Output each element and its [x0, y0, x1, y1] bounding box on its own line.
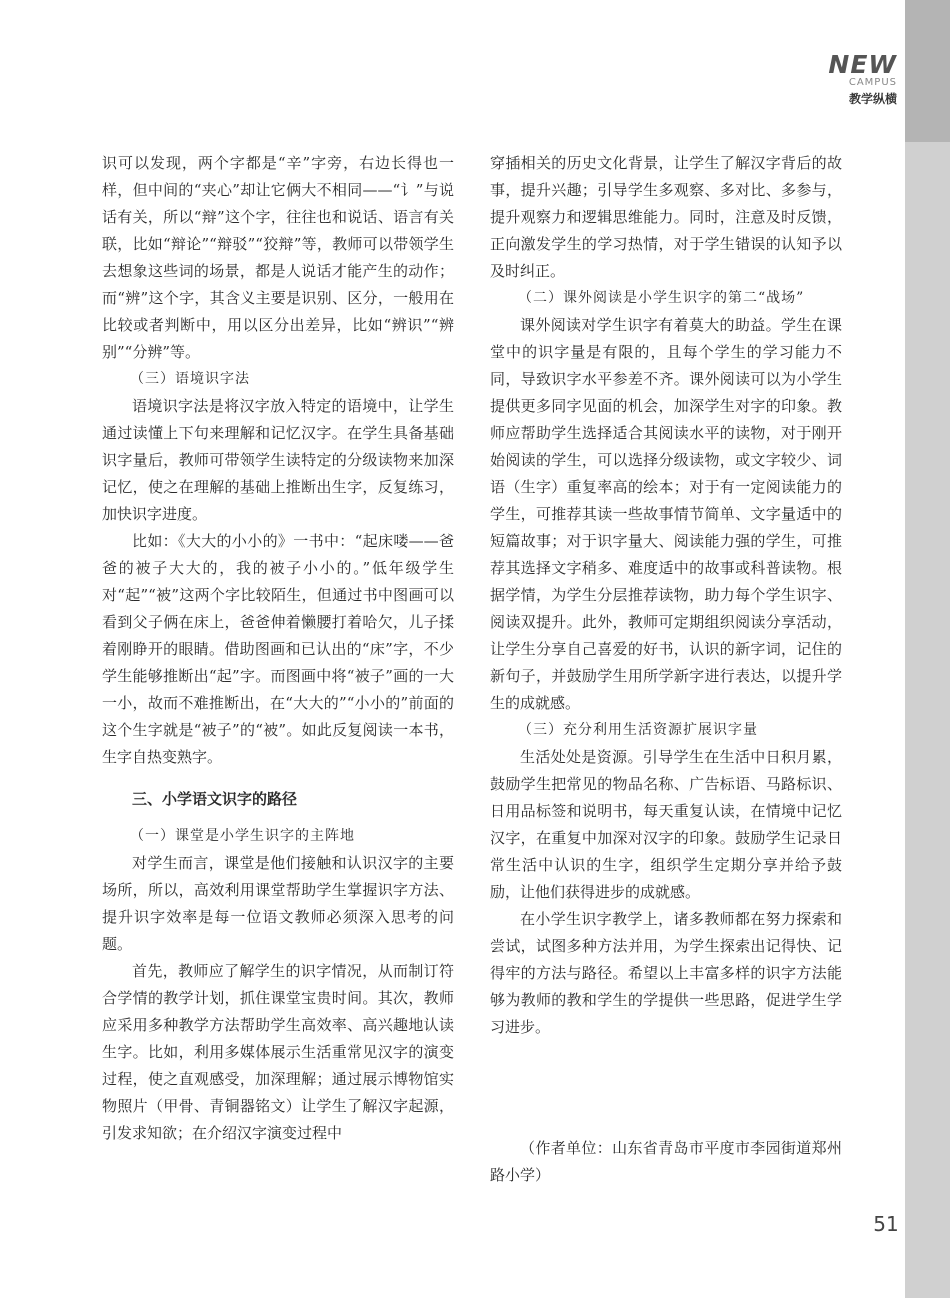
paragraph: 对学生而言，课堂是他们接触和认识汉字的主要场所，所以，高效利用课堂帮助学生掌握识字方法、提升识字效率是每一位语文教师必须深入思考的问题。	[102, 854, 454, 953]
subheading: （一）课堂是小学生识字的主阵地	[130, 828, 355, 844]
section-title: 教学纵横	[848, 92, 897, 106]
header-tab-block	[905, 0, 950, 142]
paragraph: 识可以发现，两个字都是“辛”字旁，右边长得也一样，但中间的“夹心”却让它俩大不相同——“讠”与说话有关，所以“辩”这个字，往往也和说话、语言有关联，比如“辩论”“辩驳”“狡辩”等，教师可以带领学生去想象这些词的场景，都是人说话才能产生的动作；而“辨”这个字，其含义主要是识别、区分，一般用在比较或者判断中，用以区分出差异，比如“辨识”“辨别”“分辨”等。	[102, 154, 454, 361]
paragraph: 比如：《大大的小小的》一书中：“起床喽——爸爸的被子大大的，我的被子小小的。”低年级学生对“起”“被”这两个字比较陌生，但通过书中图画可以看到父子俩在床上，爸爸伸着懒腰打着哈欠，儿子揉着刚睁开的眼睛。借助图画和已认出的“床”字，不少学生能够推断出“起”字。而图画中将“被子”画的一大一小，故而不难推断出，在“大大的”“小小的”前面的这个生字就是“被子”的“被”。如此反复阅读一本书，生字自热变熟字。	[102, 532, 454, 766]
subheading: （二）课外阅读是小学生识字的第二“战场”	[518, 290, 805, 306]
paragraph: 课外阅读对学生识字有着莫大的助益。学生在课堂中的识字量是有限的，且每个学生的学习能力不同，导致识字水平参差不齐。课外阅读可以为小学生提供更多同字见面的机会，加深学生对字的印象。教师应帮助学生选择适合其阅读水平的读物，对于刚开始阅读的学生，可以选择分级读物，或文字较少、词语（生字）重复率高的绘本；对于有一定阅读能力的学生，可推荐其读一些故事情节简单、文字量适中的短篇故事；对于识字量大、阅读能力强的学生，可推荐其选择文字稍多、难度适中的故事或科普读物。根据学情，为学生分层推荐读物，助力每个学生识字、阅读双提升。此外，教师可定期组织阅读分享活动，让学生分享自己喜爱的好书，认识的新字词，记住的新句子，并鼓励学生用所学新字进行表达，以提升学生的成就感。	[490, 316, 842, 712]
paragraph: 语境识字法是将汉字放入特定的语境中，让学生通过读懂上下句来理解和记忆汉字。在学生具备基础识字量后，教师可带领学生读特定的分级读物来加深记忆，使之在理解的基础上推断出生字，反复练习，加快识字进度。	[102, 397, 454, 523]
side-margin-bar	[905, 0, 950, 1298]
magazine-logo	[828, 52, 897, 107]
page-number: 51	[873, 1212, 899, 1236]
logo-main-text: NEW	[828, 50, 897, 79]
subheading: （三）语境识字法	[130, 371, 250, 387]
subheading: （三）充分利用生活资源扩展识字量	[518, 722, 758, 738]
paragraph: 首先，教师应了解学生的识字情况，从而制订符合学情的教学计划，抓住课堂宝贵时间。其次，教师应采用多种教学方法帮助学生高效率、高兴趣地认读生字。比如，利用多媒体展示生活重常见汉字的演变过程，使之直观感受，加深理解；通过展示博物馆实物照片（甲骨、青铜器铭文）让学生了解汉字起源，引发求知欲；在介绍汉字演变过程中	[102, 962, 454, 1142]
logo-sub-text: CAMPUS	[848, 77, 897, 88]
paragraph: 生活处处是资源。引导学生在生活中日积月累，鼓励学生把常见的物品名称、广告标语、马路标识、日用品标签和说明书，每天重复认读，在情境中记忆汉字，在重复中加深对汉字的印象。鼓励学生记录日常生活中认识的生字，组织学生定期分享并给予鼓励，让他们获得进步的成就感。	[490, 748, 842, 901]
right-column	[490, 150, 842, 1041]
section-heading: 三、小学语文识字的路径	[132, 790, 298, 808]
paragraph: 在小学生识字教学上，诸多教师都在努力探索和尝试，试图多种方法并用，为学生探索出记得快、记得牢的方法与路径。希望以上丰富多样的识字方法能够为教师的教和学生的学提供一些思路，促进学生学习进步。	[490, 910, 842, 1036]
left-column	[102, 150, 454, 1147]
author-affiliation: （作者单位：山东省青岛市平度市李园街道郑州路小学）	[490, 1139, 842, 1184]
paragraph: 穿插相关的历史文化背景，让学生了解汉字背后的故事，提升兴趣；引导学生多观察、多对比、多参与，提升观察力和逻辑思维能力。同时，注意及时反馈，正向激发学生的学习热情，对于学生错误的认知予以及时纠正。	[490, 154, 842, 280]
